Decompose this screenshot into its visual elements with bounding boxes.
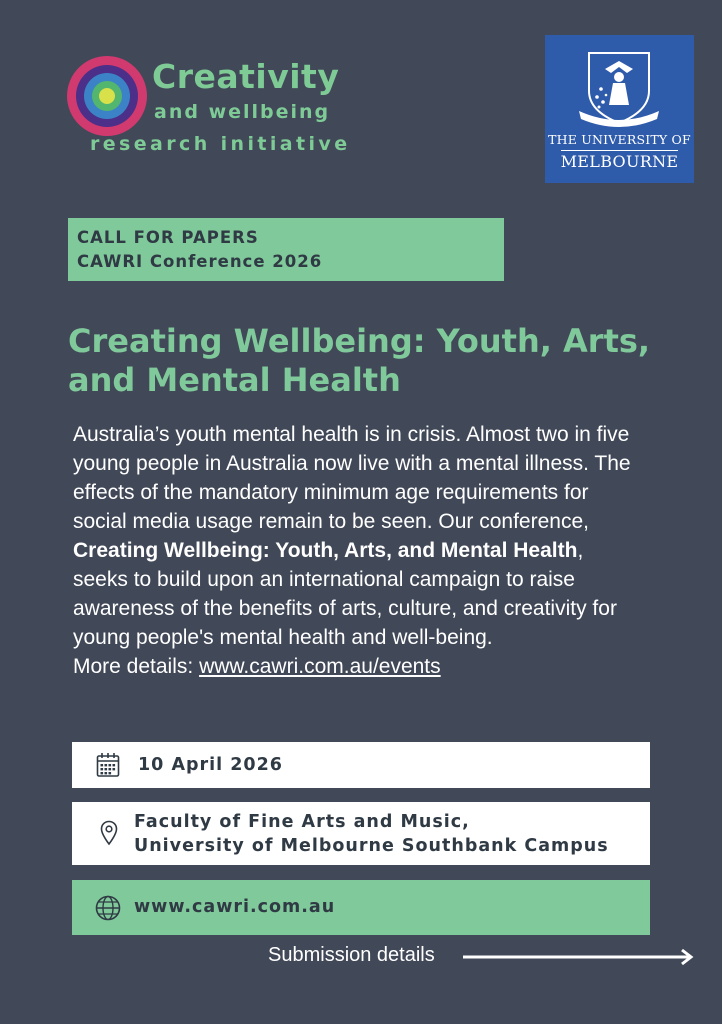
location-pin-icon — [100, 820, 118, 846]
more-details-label: More details: — [73, 655, 194, 678]
cawri-logo — [66, 55, 366, 155]
conference-title — [68, 322, 688, 400]
description-paragraph — [73, 420, 643, 681]
logo-title: Creativity — [152, 57, 340, 96]
calendar-icon — [96, 752, 120, 778]
events-link[interactable]: www.cawri.com.au/events — [199, 655, 441, 678]
conference-label: CAWRI Conference 2026 — [77, 252, 323, 271]
venue-bar — [72, 802, 650, 865]
call-for-papers-label: CALL FOR PAPERS — [77, 228, 259, 247]
university-name-line1: THE UNIVERSITY OF — [548, 132, 691, 147]
university-name-line2: MELBOURNE — [560, 152, 679, 171]
date-bar — [72, 742, 650, 788]
university-divider — [561, 150, 678, 151]
globe-icon — [95, 895, 121, 921]
university-crest-icon — [575, 47, 663, 131]
logo-subtitle: and wellbeing — [154, 101, 331, 123]
description-outro: , seeks to build upon an international campaign to raise awareness of the benefits of arts, culture, and creativity for young people's mental health and well-being. — [73, 539, 617, 649]
venue-line2: University of Melbourne Southbank Campus — [134, 836, 609, 856]
cawri-rings-logo-icon — [66, 55, 148, 137]
website-link[interactable]: www.cawri.com.au — [134, 897, 336, 917]
university-logo — [545, 35, 694, 183]
conference-title-line2: and Mental Health — [68, 361, 401, 399]
logo-tagline: research initiative — [90, 133, 351, 155]
event-date: 10 April 2026 — [138, 755, 283, 775]
conference-title-line1: Creating Wellbeing: Youth, Arts, — [68, 322, 651, 360]
arrow-right-icon[interactable] — [462, 947, 696, 967]
submission-details-link[interactable]: Submission details — [268, 944, 435, 966]
call-for-papers-banner — [68, 218, 504, 281]
description-conference-name: Creating Wellbeing: Youth, Arts, and Mental Health — [73, 539, 578, 562]
venue-line1: Faculty of Fine Arts and Music, — [134, 812, 470, 832]
description-intro: Australia’s youth mental health is in crisis. Almost two in five young people in Australia now live with a mental illness. The effects of the mandatory minimum age requirements for social media usage remain to be seen. Our conference, — [73, 423, 631, 533]
website-bar[interactable] — [72, 880, 650, 935]
